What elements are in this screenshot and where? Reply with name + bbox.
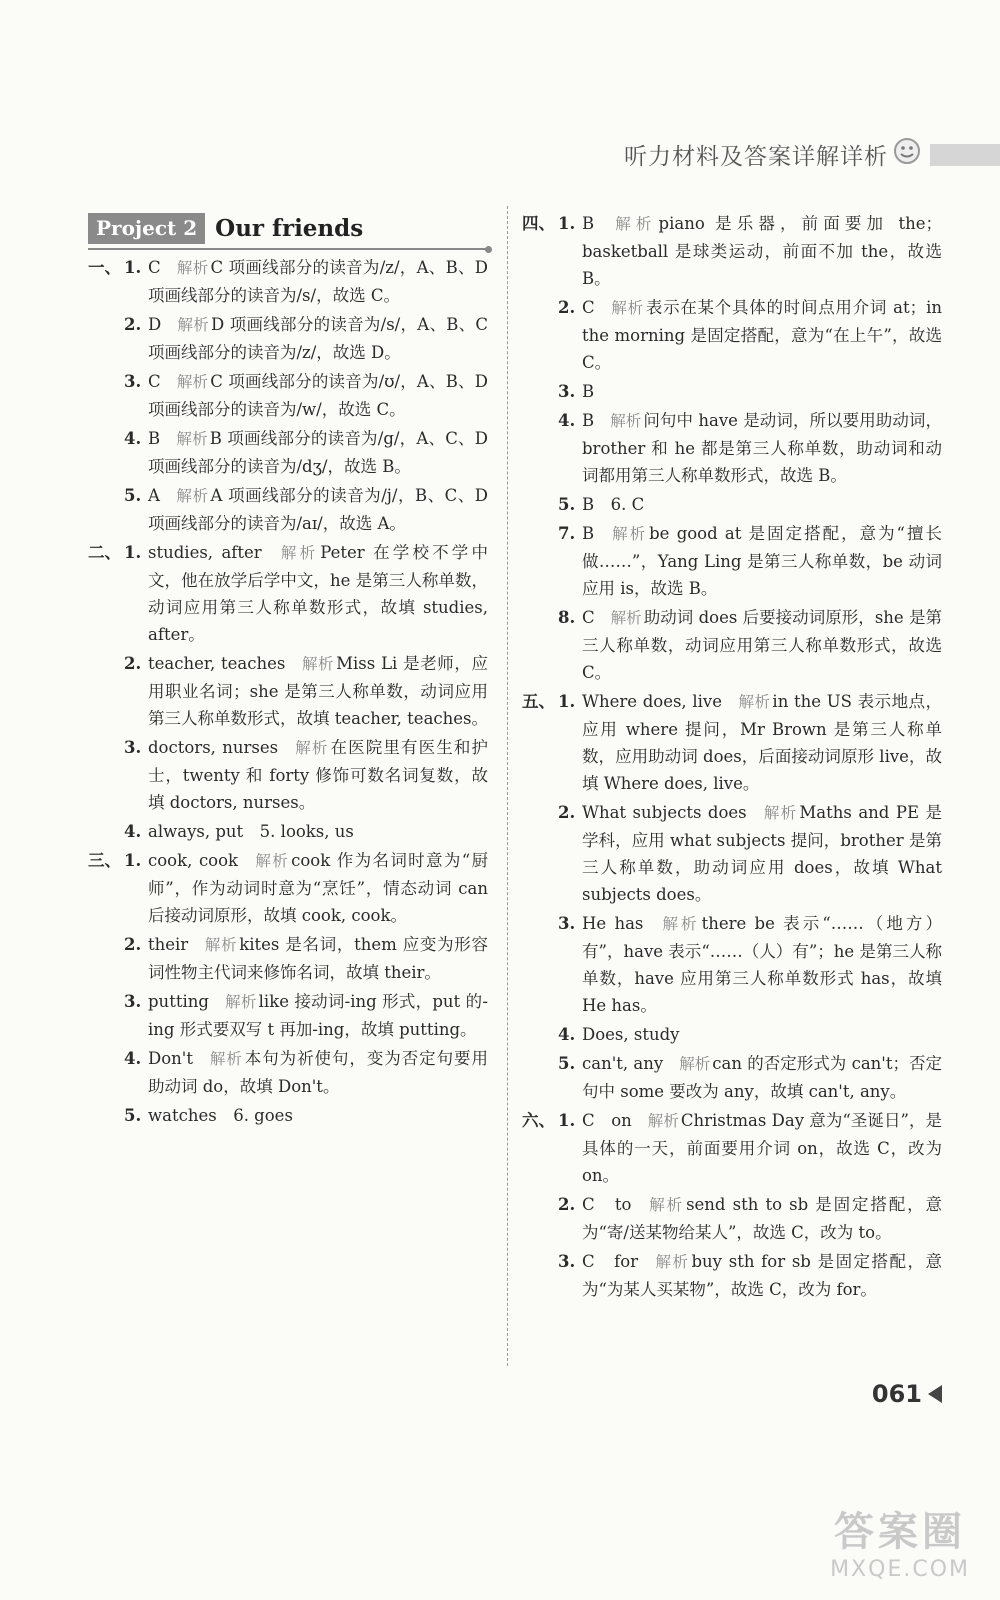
explanation-label: 解析 bbox=[204, 936, 238, 954]
explanation-label: 解析 bbox=[294, 739, 329, 757]
answer-item bbox=[88, 847, 488, 929]
answer-item bbox=[522, 407, 942, 489]
answer-item bbox=[88, 254, 488, 309]
explanation: in the US 表示地点，应用 where 提问，Mr Brown 是第三人称单数，应用助动词 does，后面接动词原形 live，故填 Where does, live。 bbox=[582, 692, 942, 793]
explanation-label: 解析 bbox=[277, 544, 319, 562]
answer-item bbox=[88, 368, 488, 423]
question-number: 4. bbox=[558, 1025, 576, 1044]
header-bar bbox=[930, 144, 1000, 166]
explanation-label: 解析 bbox=[647, 1112, 679, 1130]
answer: B bbox=[582, 524, 595, 543]
page-number: 061 bbox=[871, 1380, 922, 1408]
question-number: 3. bbox=[558, 914, 576, 933]
answer-item bbox=[88, 1045, 488, 1100]
section-marker: 二、 bbox=[88, 543, 121, 562]
explanation-label: 解析 bbox=[176, 259, 209, 277]
explanation: 表示在某个具体的时间点用介词 at；in the morning 是固定搭配，意为“在上午”，故选 C。 bbox=[582, 298, 942, 372]
explanation-label: 解析 bbox=[610, 215, 657, 233]
question-number: 1. bbox=[124, 851, 142, 870]
answer-item bbox=[522, 520, 942, 602]
question-number: 5. bbox=[558, 495, 576, 514]
explanation-label: 解析 bbox=[654, 1253, 690, 1271]
answer-item bbox=[88, 650, 488, 732]
answer: watches 6. goes bbox=[148, 1106, 293, 1125]
question-number: 1. bbox=[558, 1111, 576, 1130]
explanation: A 项画线部分的读音为/j/，B、C、D 项画线部分的读音为/aɪ/，故选 A。 bbox=[148, 486, 488, 533]
question-number: 7. bbox=[558, 524, 576, 543]
explanation-label: 解析 bbox=[679, 1055, 711, 1073]
answer: He has bbox=[582, 914, 644, 933]
explanation: can 的否定形式为 can't；否定句中 some 要改为 any，故填 can't, any。 bbox=[582, 1054, 942, 1101]
section-marker: 五、 bbox=[522, 692, 555, 711]
section-marker: 一、 bbox=[88, 258, 121, 277]
explanation-label: 解析 bbox=[610, 299, 644, 317]
explanation: piano 是乐器，前面要加 the；basketball 是球类运动，前面不加 the，故选 B。 bbox=[582, 214, 942, 288]
answer-item bbox=[522, 1050, 942, 1105]
question-number: 2. bbox=[124, 935, 142, 954]
question-number: 4. bbox=[124, 1049, 142, 1068]
question-number: 3. bbox=[124, 372, 142, 391]
explanation-label: 解析 bbox=[738, 693, 771, 711]
explanation: Christmas Day 意为“圣诞日”，是具体的一天，前面要用介词 on，故选 C，改为 on。 bbox=[582, 1111, 942, 1185]
question-number: 2. bbox=[124, 654, 142, 673]
answer: teacher, teaches bbox=[148, 654, 286, 673]
answer: A bbox=[148, 486, 160, 505]
explanation: kites 是名词，them 应变为形容词性物主代词来修饰名词，故填 their。 bbox=[148, 935, 488, 982]
explanation: buy sth for sb 是固定搭配，意为“为某人买某物”，故选 C，改为 for。 bbox=[582, 1252, 942, 1299]
question-number: 4. bbox=[558, 411, 576, 430]
project-name: Our friends bbox=[215, 214, 364, 242]
section-marker: 四、 bbox=[522, 214, 555, 233]
question-number: 2. bbox=[558, 1195, 576, 1214]
answer: B bbox=[582, 382, 595, 401]
answer: C bbox=[148, 372, 161, 391]
smiley-icon bbox=[892, 136, 922, 166]
column-divider bbox=[507, 206, 508, 1366]
answer: D bbox=[148, 315, 162, 334]
project-badge: Project 2 bbox=[88, 213, 205, 244]
answer: C on bbox=[582, 1111, 632, 1130]
explanation: there be 表示“……（地方）有”，have 表示“……（人）有”；he 是第三人称单数，have 应用第三人称单数形式 has，故填 He has。 bbox=[582, 914, 942, 1015]
explanation: 在医院里有医生和护士，twenty 和 forty 修饰可数名词复数，故填 doctors, nurses。 bbox=[148, 738, 488, 812]
explanation: be good at 是固定搭配，意为“擅长做……”，Yang Ling 是第三人称单数，be 动词应用 is，故选 B。 bbox=[582, 524, 942, 598]
answer: doctors, nurses bbox=[148, 738, 279, 757]
question-number: 2. bbox=[124, 315, 142, 334]
explanation: Maths and PE 是学科，应用 what subjects 提问，brother 是第三人称单数，助动词应用 does，故填 What subjects does。 bbox=[582, 803, 942, 904]
answer-item bbox=[522, 910, 942, 1019]
answer-item bbox=[522, 1191, 942, 1246]
watermark: 答案圈 MXQE.COM bbox=[830, 1509, 970, 1582]
explanation-label: 解析 bbox=[175, 487, 209, 505]
explanation: 问句中 have 是动词，所以要用助动词，brother 和 he 都是第三人称单数，助动词和动词都用第三人称单数形式，故选 B。 bbox=[582, 411, 942, 485]
answer: C bbox=[582, 298, 595, 317]
explanation: Peter 在学校不学中文，他在放学后学中文，he 是第三人称单数，动词应用第三人称单数形式，故填 studies, after。 bbox=[148, 543, 488, 644]
section-marker: 三、 bbox=[88, 851, 121, 870]
question-number: 4. bbox=[124, 822, 142, 841]
question-number: 3. bbox=[558, 382, 576, 401]
section-marker: 六、 bbox=[522, 1111, 555, 1130]
answer-list-right bbox=[522, 210, 942, 1303]
answer: Don't bbox=[148, 1049, 193, 1068]
left-column bbox=[88, 210, 488, 1131]
answer: C to bbox=[582, 1195, 632, 1214]
answer-item bbox=[88, 539, 488, 648]
explanation: C 项画线部分的读音为/z/，A、B、D 项画线部分的读音为/s/，故选 C。 bbox=[148, 258, 488, 305]
answer-item bbox=[88, 482, 488, 537]
question-number: 1. bbox=[124, 258, 142, 277]
answer-item bbox=[88, 931, 488, 986]
question-number: 4. bbox=[124, 429, 142, 448]
answer: B 6. C bbox=[582, 495, 645, 514]
explanation: cook 作为名词时意为“厨师”，作为动词时意为“烹饪”，情态动词 can 后接动词原形，故填 cook, cook。 bbox=[148, 851, 488, 925]
right-column bbox=[522, 210, 942, 1305]
answer: C bbox=[148, 258, 161, 277]
question-number: 5. bbox=[124, 486, 142, 505]
answer-item bbox=[88, 1102, 488, 1129]
explanation-label: 解析 bbox=[176, 430, 208, 448]
answer: studies, after bbox=[148, 543, 262, 562]
explanation: B 项画线部分的读音为/g/，A、C、D 项画线部分的读音为/dʒ/，故选 B。 bbox=[148, 429, 488, 476]
explanation-label: 解析 bbox=[659, 915, 700, 933]
explanation-label: 解析 bbox=[208, 1050, 243, 1068]
answer-item bbox=[522, 1107, 942, 1189]
answer: can't, any bbox=[582, 1054, 664, 1073]
answer-item bbox=[522, 1248, 942, 1303]
answer-item bbox=[88, 988, 488, 1043]
answer-item bbox=[88, 311, 488, 366]
explanation-label: 解析 bbox=[610, 609, 642, 627]
answer: B bbox=[148, 429, 161, 448]
answer: Does, study bbox=[582, 1025, 680, 1044]
explanation-label: 解析 bbox=[176, 373, 209, 391]
answer: C for bbox=[582, 1252, 639, 1271]
question-number: 5. bbox=[558, 1054, 576, 1073]
question-number: 3. bbox=[124, 992, 142, 1011]
explanation-label: 解析 bbox=[762, 804, 798, 822]
project-title bbox=[88, 210, 488, 246]
explanation-label: 解析 bbox=[254, 852, 290, 870]
answer-item bbox=[88, 818, 488, 845]
question-number: 2. bbox=[558, 803, 576, 822]
question-number: 1. bbox=[558, 214, 576, 233]
explanation: 本句为祈使句，变为否定句要用助动词 do，故填 Don't。 bbox=[148, 1049, 488, 1096]
question-number: 1. bbox=[124, 543, 142, 562]
answer: C bbox=[582, 608, 595, 627]
explanation: D 项画线部分的读音为/s/，A、B、C 项画线部分的读音为/z/，故选 D。 bbox=[148, 315, 488, 362]
explanation: like 接动词-ing 形式，put 的-ing 形式要双写 t 再加-ing，故填 putting。 bbox=[148, 992, 488, 1039]
answer: B bbox=[582, 214, 595, 233]
explanation-label: 解析 bbox=[301, 655, 335, 673]
page-arrow-icon bbox=[928, 1385, 942, 1403]
answer: B bbox=[582, 411, 595, 430]
explanation-label: 解析 bbox=[610, 412, 642, 430]
explanation-label: 解析 bbox=[610, 525, 648, 543]
answer-item bbox=[522, 688, 942, 797]
question-number: 2. bbox=[558, 298, 576, 317]
explanation: 助动词 does 后要接动词原形，she 是第三人称单数，动词应用第三人称单数形式，故选 C。 bbox=[582, 608, 942, 682]
answer-item bbox=[522, 294, 942, 376]
answer-item bbox=[88, 734, 488, 816]
answer: What subjects does bbox=[582, 803, 747, 822]
explanation: send sth to sb 是固定搭配，意为“寄/送某物给某人”，故选 C，改为 to。 bbox=[582, 1195, 942, 1242]
answer-item bbox=[522, 1021, 942, 1048]
answer: Where does, live bbox=[582, 692, 723, 711]
answer-item bbox=[522, 210, 942, 292]
answer-item bbox=[522, 799, 942, 908]
question-number: 3. bbox=[124, 738, 142, 757]
explanation: Miss Li 是老师，应用职业名词；she 是第三人称单数，动词应用第三人称单数形式，故填 teacher, teaches。 bbox=[148, 654, 489, 728]
answer-item bbox=[522, 378, 942, 405]
answer: their bbox=[148, 935, 189, 954]
answer: cook, cook bbox=[148, 851, 239, 870]
question-number: 5. bbox=[124, 1106, 142, 1125]
explanation-label: 解析 bbox=[647, 1196, 685, 1214]
answer: putting bbox=[148, 992, 209, 1011]
answer-list-left bbox=[88, 254, 488, 1129]
header-title: 听力材料及答案详解详析 bbox=[624, 144, 888, 170]
question-number: 8. bbox=[558, 608, 576, 627]
explanation-label: 解析 bbox=[224, 993, 257, 1011]
question-number: 1. bbox=[558, 692, 576, 711]
answer-item bbox=[522, 604, 942, 686]
answer-item bbox=[522, 491, 942, 518]
explanation: C 项画线部分的读音为/ʊ/，A、B、D 项画线部分的读音为/w/，故选 C。 bbox=[148, 372, 488, 419]
answer-item bbox=[88, 425, 488, 480]
question-number: 3. bbox=[558, 1252, 576, 1271]
explanation-label: 解析 bbox=[177, 316, 210, 334]
answer: always, put 5. looks, us bbox=[148, 822, 354, 841]
